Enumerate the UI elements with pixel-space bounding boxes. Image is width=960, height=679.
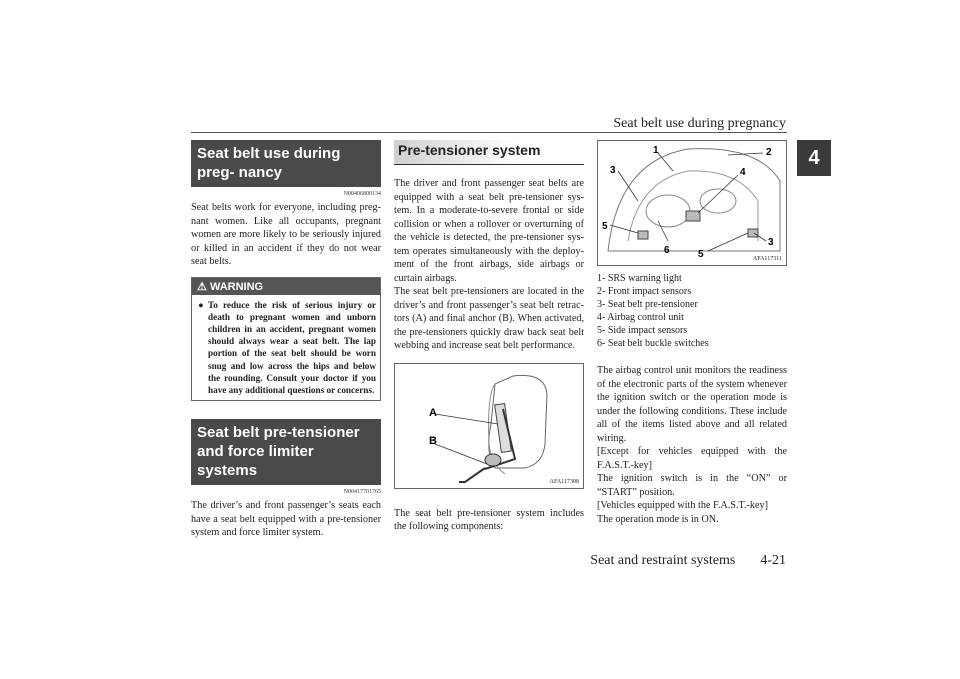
section-heading-pretensioner-force-limiter: Seat belt pre-tensioner and force limiter systems bbox=[191, 419, 381, 485]
label-a: A bbox=[429, 406, 437, 419]
page-header-title: Seat belt use during pregnancy bbox=[613, 116, 786, 131]
callout-2: 2 bbox=[766, 147, 772, 158]
chapter-tab: 4 bbox=[797, 140, 831, 176]
page-number: 4-21 bbox=[760, 553, 786, 568]
list-item: 1- SRS warning light bbox=[597, 273, 682, 284]
column-3 bbox=[597, 140, 787, 526]
paragraph: The airbag control unit monitors the readiness of the electronic parts of the system whenever the ignition switch or the operation mode is under the following conditions. These include all of the items listed above and all related wiring. bbox=[597, 365, 787, 444]
paragraph: [Vehicles equipped with the F.A.S.T.-key] bbox=[597, 500, 769, 511]
list-item: 2- Front impact sensors bbox=[597, 286, 692, 297]
column-1 bbox=[191, 140, 381, 540]
figure-srs-components bbox=[597, 140, 787, 266]
paragraph: The operation mode is in ON. bbox=[597, 513, 719, 525]
list-item: 3- Seat belt pre-tensioner bbox=[597, 299, 698, 310]
header-rule bbox=[191, 132, 787, 133]
callout-4: 4 bbox=[740, 167, 746, 178]
paragraph: The driver and front passenger seat belts are equipped with a seat belt pre-tensioner sys- tem. In a moderate-to-severe frontal or side collision or when a rollover or overturning of the vehicle is detected, the pre-tensioner sys- tem operates simultaneously with the deploy- ment of the front airbags, side airbags or curtain airbags. bbox=[394, 178, 584, 284]
vehicle-cutaway-illustration bbox=[598, 141, 786, 265]
warning-body bbox=[192, 295, 380, 401]
section-heading-seat-belt-pregnancy: Seat belt use during preg- nancy bbox=[191, 140, 381, 187]
warning-label: WARNING bbox=[209, 280, 264, 293]
column-2 bbox=[394, 140, 584, 534]
list-item: 6- Seat belt buckle switches bbox=[597, 338, 709, 349]
callout-3: 3 bbox=[610, 165, 616, 176]
list-item: 4- Airbag control unit bbox=[597, 312, 684, 323]
figure-code: AFA117308 bbox=[549, 478, 579, 485]
warning-box bbox=[191, 277, 381, 402]
figure-code: AFA117311 bbox=[752, 256, 782, 262]
reference-code: N00406800134 bbox=[343, 191, 381, 197]
paragraph: The seat belt pre-tensioner system includes the following components: bbox=[394, 507, 584, 532]
reference-code: N00417701765 bbox=[343, 489, 381, 496]
callout-5b: 5 bbox=[698, 249, 704, 260]
bullet-icon: ● bbox=[198, 299, 204, 310]
paragraph: [Except for vehicles equipped with the F.A.S.T.-key] bbox=[597, 446, 787, 471]
warning-header bbox=[192, 278, 380, 295]
callout-6: 6 bbox=[664, 245, 670, 256]
list-item: 5- Side impact sensors bbox=[597, 325, 688, 336]
warning-triangle-icon: ⚠ bbox=[197, 280, 207, 293]
section-heading-pretensioner-system: Pre-tensioner system bbox=[394, 140, 584, 165]
callout-3b: 3 bbox=[768, 237, 774, 248]
footer-section: Seat and restraint systems bbox=[590, 553, 736, 568]
callout-1: 1 bbox=[653, 145, 659, 156]
label-b: B bbox=[429, 434, 437, 447]
paragraph: Seat belts work for everyone, including preg- nant women. Like all occupants, pregnant women are more likely to be seriously injured or killed in an accident if they do not wear seat belts. bbox=[191, 202, 381, 267]
component-list bbox=[597, 272, 787, 350]
paragraph: The driver’s and front passenger’s seats each have a seat belt equipped with a pre-tensioner system and force limiter system. bbox=[191, 500, 381, 539]
figure-seat-belt-pretensioner bbox=[394, 363, 584, 489]
warning-text: To reduce the risk of serious injury or death to pregnant women and unborn children in an accident, pregnant women should always wear a seat belt. The lap portion of the seat belt should be worn snug and low across the hips and below the rounding. Consult your doctor if you have any additional questions or concerns. bbox=[208, 299, 376, 395]
paragraph: The ignition switch is in the “ON” or “START” position. bbox=[597, 473, 787, 498]
page-footer bbox=[590, 553, 786, 569]
seat-belt-illustration bbox=[395, 364, 583, 488]
callout-5: 5 bbox=[602, 221, 608, 232]
paragraph: The seat belt pre-tensioners are located in the driver’s and front passenger’s seat belt retrac- tors (A) and final anchor (B). When activated, the pre-tensioners quickly draw back seat belt webbing and increase seat belt performance. bbox=[394, 286, 584, 351]
